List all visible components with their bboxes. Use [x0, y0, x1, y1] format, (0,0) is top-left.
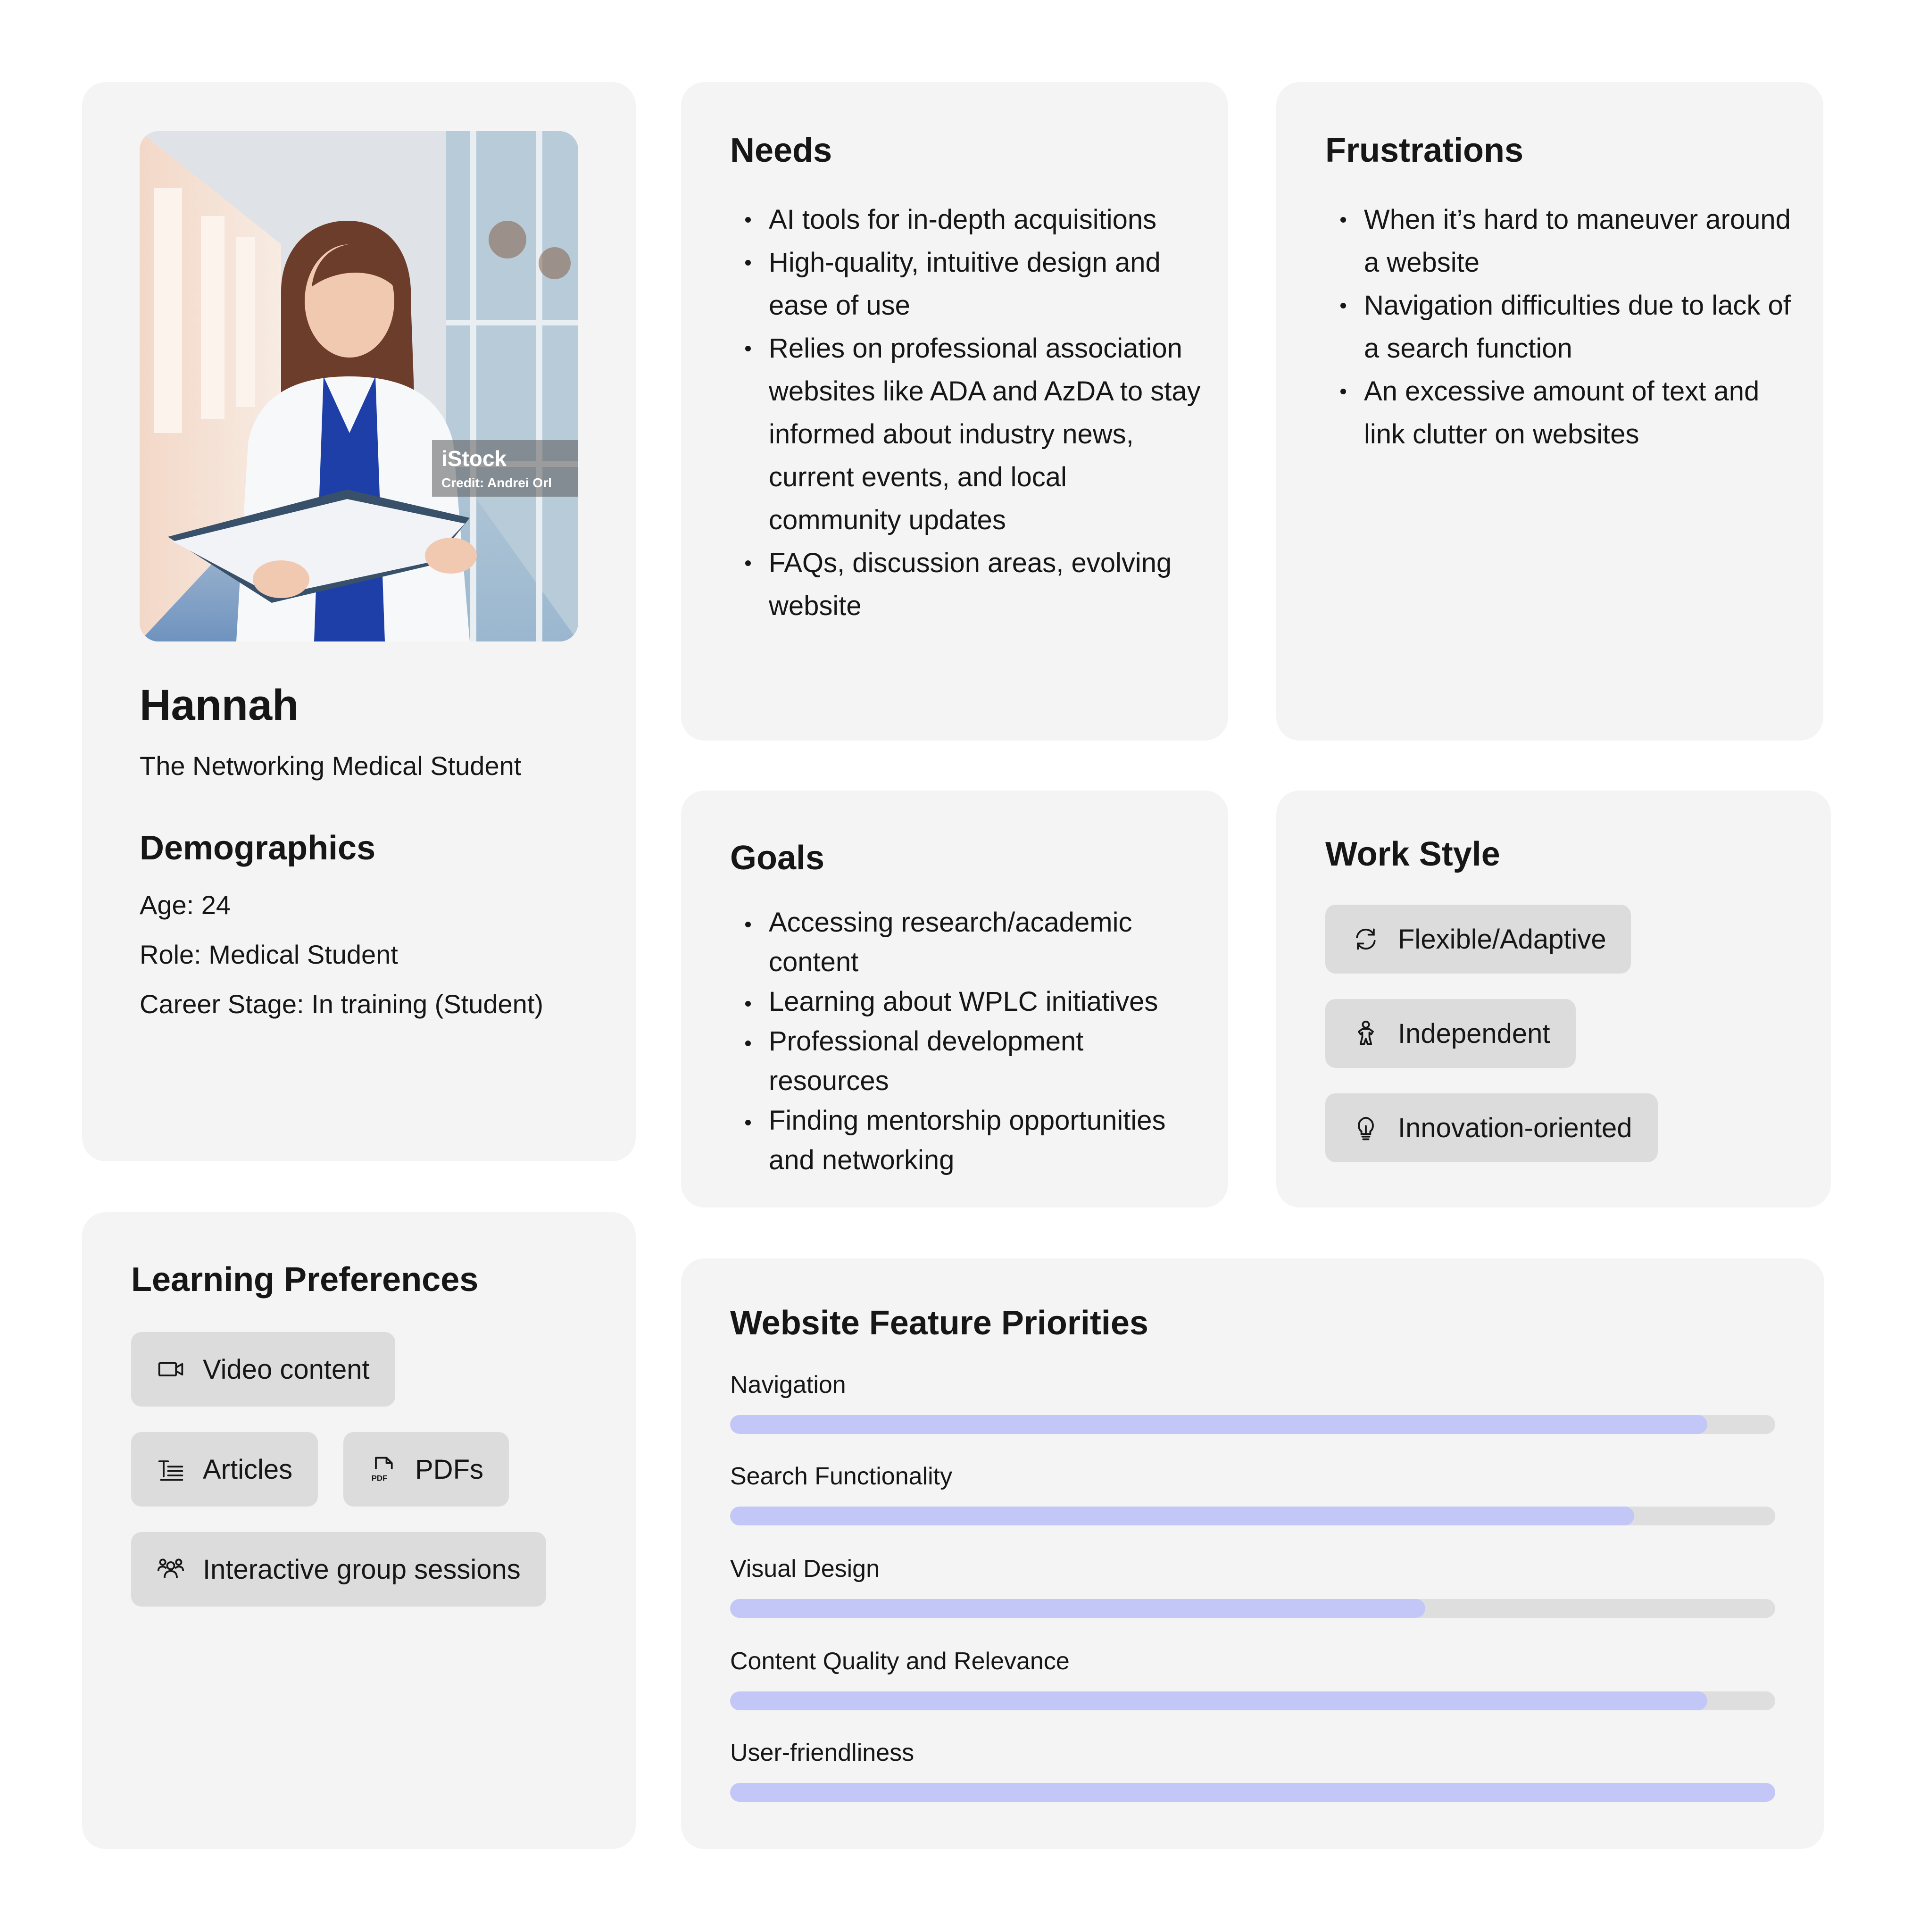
- work-style-chip-innovation: [1325, 1093, 1658, 1162]
- frustrations-card: [1276, 82, 1823, 741]
- feature-bar-fill: [730, 1783, 1775, 1802]
- feature-label-content-quality: Content Quality and Relevance: [730, 1648, 1070, 1675]
- learning-preferences-card: [82, 1212, 636, 1849]
- goals-card: [681, 791, 1228, 1208]
- chip-label: PDFs: [415, 1454, 483, 1485]
- photo-credit: Credit: Andrei Orl: [441, 475, 552, 490]
- needs-card: [681, 82, 1228, 741]
- feature-bar-fill: [730, 1415, 1707, 1434]
- feature-label-search: Search Functionality: [730, 1463, 953, 1490]
- list-item: An excessive amount of text and link clutter on websites: [1325, 370, 1797, 456]
- feature-bar-content-quality: [730, 1691, 1775, 1710]
- work-style-chip-flexible: [1325, 905, 1631, 974]
- demographics-title: Demographics: [140, 829, 376, 867]
- feature-label-navigation: Navigation: [730, 1371, 846, 1399]
- feature-bar-fill: [730, 1599, 1425, 1618]
- list-item: Navigation difficulties due to lack of a search function: [1325, 284, 1797, 370]
- frustrations-title: Frustrations: [1325, 132, 1524, 169]
- list-item: High-quality, intuitive design and ease of use: [730, 241, 1206, 327]
- goals-list: [730, 903, 1206, 1180]
- text-icon: [157, 1455, 185, 1483]
- chip-label: Independent: [1398, 1018, 1550, 1049]
- chip-label: Innovation-oriented: [1398, 1112, 1632, 1143]
- demographics-career-stage: Career Stage: In training (Student): [140, 989, 544, 1019]
- work-style-chip-independent: [1325, 999, 1576, 1068]
- learning-chip-articles: [131, 1432, 318, 1507]
- feature-bar-user-friendliness: [730, 1783, 1775, 1802]
- chip-label: Video content: [203, 1354, 370, 1385]
- lightbulb-icon: [1352, 1114, 1380, 1142]
- list-item: Professional development resources: [730, 1022, 1206, 1101]
- feature-priorities-card: [681, 1258, 1824, 1849]
- feature-bar-navigation: [730, 1415, 1775, 1434]
- chip-label: Articles: [203, 1454, 293, 1485]
- learning-chip-video: [131, 1332, 395, 1407]
- list-item: Relies on professional association websites like ADA and AzDA to stay informed about industry news, current events, and local community updates: [730, 327, 1206, 541]
- list-item: FAQs, discussion areas, evolving website: [730, 541, 1206, 627]
- list-item: Accessing research/academic content: [730, 903, 1206, 982]
- person-icon: [1352, 1019, 1380, 1048]
- feature-bar-fill: [730, 1691, 1707, 1710]
- needs-list: [730, 198, 1206, 627]
- photo-watermark: iStock: [441, 446, 507, 471]
- feature-priorities-title: Website Feature Priorities: [730, 1304, 1148, 1342]
- learning-preferences-title: Learning Preferences: [131, 1261, 479, 1299]
- goals-title: Goals: [730, 839, 825, 877]
- chip-label: Interactive group sessions: [203, 1554, 521, 1585]
- work-style-card: [1276, 791, 1831, 1208]
- list-item: Finding mentorship opportunities and networking: [730, 1101, 1206, 1180]
- feature-label-visual-design: Visual Design: [730, 1555, 880, 1582]
- group-icon: [157, 1555, 185, 1583]
- refresh-icon: [1352, 925, 1380, 953]
- learning-chip-group-sessions: [131, 1532, 546, 1607]
- video-icon: [157, 1355, 185, 1383]
- list-item: AI tools for in-depth acquisitions: [730, 198, 1206, 241]
- list-item: Learning about WPLC initiatives: [730, 982, 1206, 1022]
- feature-bar-fill: [730, 1507, 1634, 1525]
- persona-name: Hannah: [140, 681, 299, 729]
- profile-photo: [140, 131, 578, 641]
- frustrations-list: [1325, 198, 1797, 456]
- feature-bar-visual-design: [730, 1599, 1775, 1618]
- work-style-title: Work Style: [1325, 835, 1500, 873]
- chip-label: Flexible/Adaptive: [1398, 924, 1606, 955]
- demographics-age: Age: 24: [140, 890, 231, 920]
- needs-title: Needs: [730, 132, 832, 169]
- pdf-icon: [369, 1455, 397, 1483]
- learning-chip-pdfs: [343, 1432, 509, 1507]
- feature-bar-search: [730, 1507, 1775, 1525]
- persona-tagline: The Networking Medical Student: [140, 751, 522, 781]
- demographics-role: Role: Medical Student: [140, 940, 398, 969]
- svg-text:PDF: PDF: [371, 1474, 388, 1483]
- feature-label-user-friendliness: User-friendliness: [730, 1739, 914, 1766]
- list-item: When it’s hard to maneuver around a website: [1325, 198, 1797, 284]
